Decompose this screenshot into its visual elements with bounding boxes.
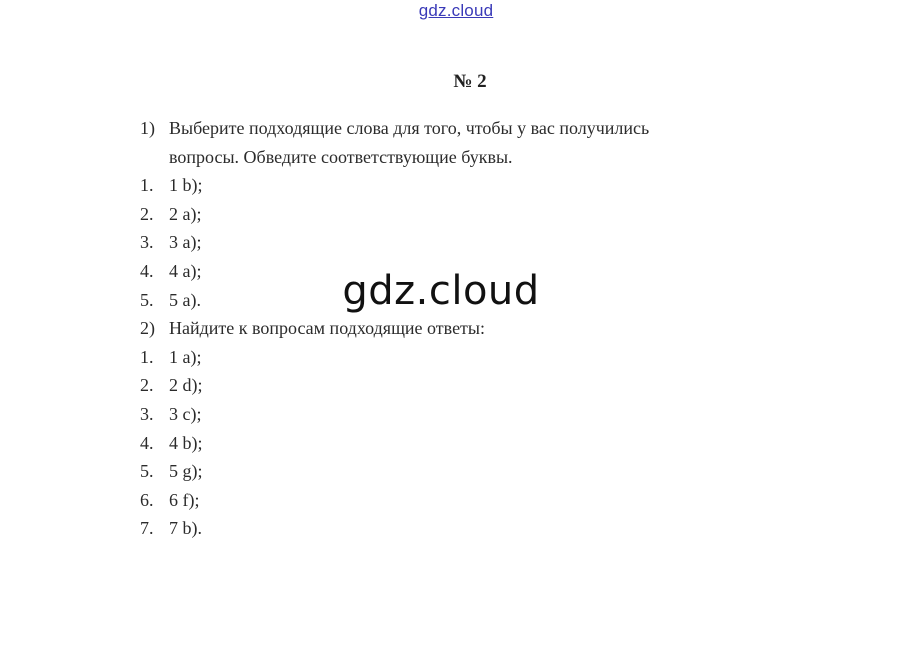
item-text: 4 a);: [169, 260, 202, 281]
item-text: 5 a).: [169, 289, 201, 310]
item-number: 7.: [140, 518, 154, 539]
item-number: 4.: [140, 260, 154, 281]
item-number: 5.: [140, 461, 154, 482]
list-item: [140, 371, 780, 400]
item-text: Найдите к вопросам подходящие ответы:: [169, 318, 486, 339]
list-item: [140, 200, 780, 229]
item-text: 4 b);: [169, 432, 203, 453]
item-number: 2.: [140, 203, 154, 224]
item-text: 3 c);: [169, 403, 202, 424]
list-item: [140, 314, 780, 343]
item-number: 1.: [140, 346, 154, 367]
item-number: 2.: [140, 375, 154, 396]
item-number: 1): [140, 118, 155, 138]
item-text: 3 a);: [169, 232, 202, 253]
list-item: [140, 514, 780, 543]
list-item: [140, 457, 780, 486]
watermark-center: gdz.cloud: [342, 268, 540, 314]
list-item: [140, 400, 780, 429]
watermark-top-link[interactable]: gdz.cloud: [418, 1, 494, 20]
item-number: 6.: [140, 489, 154, 510]
item-text: Выберите подходящие слова для того, чтобы у вас получились: [169, 118, 650, 138]
list-item: [140, 429, 780, 458]
item-text: 5 g);: [169, 461, 203, 482]
item-text: вопросы. Обведите соответствующие буквы.: [169, 146, 513, 167]
item-text: 2 d);: [169, 375, 203, 396]
list-item: [140, 114, 780, 143]
item-text: 6 f);: [169, 489, 200, 510]
item-text: 7 b).: [169, 518, 202, 539]
list-item: [140, 171, 780, 200]
item-number: 4.: [140, 432, 154, 453]
item-number: 1.: [140, 175, 154, 196]
list-item: [140, 228, 780, 257]
list-item: [140, 343, 780, 372]
item-number: 5.: [140, 289, 154, 310]
exercise-body: [140, 114, 780, 543]
item-number: 3.: [140, 232, 154, 253]
item-text: 1 a);: [169, 346, 202, 367]
exercise-heading: № 2: [453, 71, 487, 92]
list-item: [140, 486, 780, 515]
item-text: 1 b);: [169, 175, 203, 196]
item-number: 3.: [140, 403, 154, 424]
item-text: 2 a);: [169, 203, 202, 224]
list-item: [140, 143, 780, 172]
item-number: 2): [140, 318, 155, 339]
